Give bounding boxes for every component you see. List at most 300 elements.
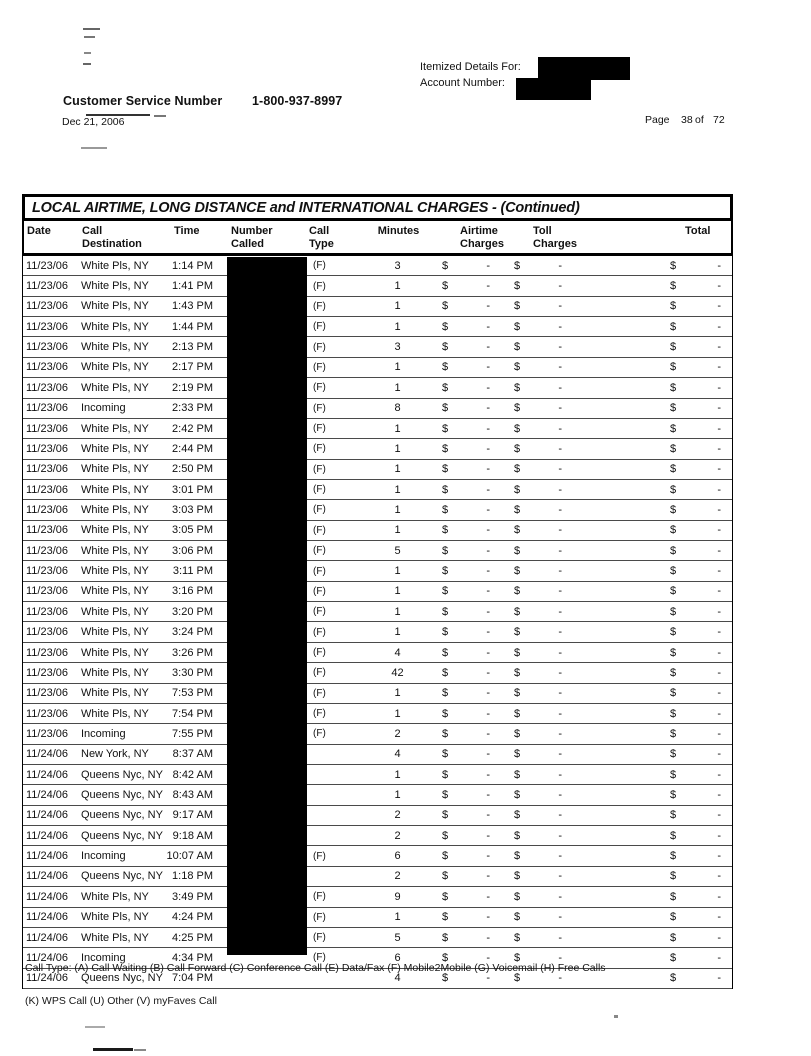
- cell-toll-charges: $ -: [514, 890, 562, 903]
- cell-call-type: (F): [313, 728, 326, 740]
- cell-minutes: 1: [394, 687, 401, 700]
- cell-airtime-charges: $ -: [442, 585, 490, 598]
- cell-call-type: (F): [313, 585, 326, 597]
- cell-minutes: 2: [394, 727, 401, 740]
- cell-time: 8:42 AM: [172, 768, 213, 781]
- cell-total: $ -: [670, 870, 721, 883]
- cell-airtime-charges: $ -: [442, 870, 490, 883]
- cell-airtime-charges: $ -: [442, 544, 490, 557]
- cell-total: $ -: [670, 341, 721, 354]
- table-row: [23, 765, 732, 785]
- cell-total: $ -: [670, 442, 721, 455]
- cell-call-type: (F): [313, 280, 326, 292]
- table-row: [23, 806, 732, 826]
- cell-call-type: (F): [313, 911, 326, 923]
- cell-total: $ -: [670, 463, 721, 476]
- cell-time: 3:16 PM: [172, 585, 213, 598]
- table-row: [23, 541, 732, 561]
- table-row: [23, 908, 732, 928]
- cell-total: $ -: [670, 972, 721, 985]
- table-row: [23, 480, 732, 500]
- table-row: [23, 887, 732, 907]
- cell-airtime-charges: $ -: [442, 503, 490, 516]
- table-row: [23, 663, 732, 683]
- cell-destination: Queens Nyc, NY: [81, 768, 163, 781]
- scan-artifact: [134, 1049, 146, 1051]
- cell-total: $ -: [670, 300, 721, 313]
- cell-minutes: 1: [394, 503, 401, 516]
- cell-minutes: 3: [394, 341, 401, 354]
- cell-airtime-charges: $ -: [442, 259, 490, 272]
- table-row: [23, 297, 732, 317]
- cell-total: $ -: [670, 829, 721, 842]
- scan-artifact: [85, 1026, 105, 1028]
- cell-date: 11/24/06: [26, 850, 69, 863]
- cell-total: $ -: [670, 911, 721, 924]
- cell-destination: Queens Nyc, NY: [81, 789, 163, 802]
- cell-minutes: 5: [394, 544, 401, 557]
- cell-toll-charges: $ -: [514, 524, 562, 537]
- cell-airtime-charges: $ -: [442, 341, 490, 354]
- cell-total: $ -: [670, 666, 721, 679]
- cell-toll-charges: $ -: [514, 544, 562, 557]
- cell-total: $ -: [670, 320, 721, 333]
- cell-date: 11/23/06: [26, 402, 69, 415]
- cell-date: 11/24/06: [26, 911, 69, 924]
- cell-minutes: 1: [394, 585, 401, 598]
- cell-time: 7:54 PM: [172, 707, 213, 720]
- cell-destination: White Pls, NY: [81, 707, 149, 720]
- cell-date: 11/23/06: [26, 341, 69, 354]
- cell-minutes: 2: [394, 870, 401, 883]
- cell-time: 1:41 PM: [172, 280, 213, 293]
- table-body: [22, 256, 733, 989]
- cell-date: 11/23/06: [26, 422, 69, 435]
- cell-time: 3:11 PM: [172, 565, 213, 578]
- cell-airtime-charges: $ -: [442, 768, 490, 781]
- cell-date: 11/23/06: [26, 300, 69, 313]
- cell-call-type: (F): [313, 321, 326, 333]
- table-row: [23, 337, 732, 357]
- cell-time: 7:04 PM: [172, 972, 213, 985]
- cell-minutes: 1: [394, 463, 401, 476]
- page-indicator: [645, 114, 735, 128]
- cell-total: $ -: [670, 931, 721, 944]
- cell-airtime-charges: $ -: [442, 707, 490, 720]
- cell-toll-charges: $ -: [514, 259, 562, 272]
- cell-airtime-charges: $ -: [442, 890, 490, 903]
- cell-time: 10:07 AM: [166, 850, 213, 863]
- cell-destination: White Pls, NY: [81, 463, 149, 476]
- call-type-legend-line2: (K) WPS Call (U) Other (V) myFaves Call: [25, 995, 217, 1007]
- cell-toll-charges: $ -: [514, 748, 562, 761]
- cell-toll-charges: $ -: [514, 646, 562, 659]
- cell-call-type: (F): [313, 484, 326, 496]
- cell-total: $ -: [670, 280, 721, 293]
- cell-minutes: 6: [394, 850, 401, 863]
- cell-date: 11/23/06: [26, 687, 69, 700]
- cell-call-type: (F): [313, 260, 326, 272]
- cell-call-type: (F): [313, 423, 326, 435]
- cell-airtime-charges: $ -: [442, 300, 490, 313]
- cell-total: $ -: [670, 951, 721, 964]
- cell-destination: Incoming: [81, 951, 126, 964]
- cell-toll-charges: $ -: [514, 727, 562, 740]
- cell-minutes: 1: [394, 707, 401, 720]
- cell-call-type: (F): [313, 687, 326, 699]
- cell-minutes: 1: [394, 789, 401, 802]
- itemized-details-label: Itemized Details For:: [420, 61, 521, 73]
- cell-destination: Queens Nyc, NY: [81, 870, 163, 883]
- cell-call-type: (F): [313, 382, 326, 394]
- cell-toll-charges: $ -: [514, 442, 562, 455]
- col-header-spacer: [572, 221, 657, 253]
- cell-airtime-charges: $ -: [442, 361, 490, 374]
- cell-call-type: (F): [313, 402, 326, 414]
- cell-airtime-charges: $ -: [442, 422, 490, 435]
- cell-call-type: (F): [313, 932, 326, 944]
- cell-airtime-charges: $ -: [442, 972, 490, 985]
- cell-toll-charges: $ -: [514, 951, 562, 964]
- cell-toll-charges: $ -: [514, 972, 562, 985]
- scan-artifact: [83, 28, 100, 30]
- table-row: [23, 724, 732, 744]
- cell-minutes: 1: [394, 565, 401, 578]
- cell-time: 3:30 PM: [172, 666, 213, 679]
- cell-call-type: (F): [313, 606, 326, 618]
- cell-time: 3:05 PM: [172, 524, 213, 537]
- cell-total: $ -: [670, 361, 721, 374]
- table-row: [23, 704, 732, 724]
- cell-date: 11/24/06: [26, 768, 69, 781]
- cell-date: 11/23/06: [26, 503, 69, 516]
- cell-date: 11/24/06: [26, 870, 69, 883]
- col-header-time: Time: [174, 225, 200, 237]
- cell-date: 11/24/06: [26, 829, 69, 842]
- cell-time: 2:50 PM: [172, 463, 213, 476]
- redacted-subscriber-name: [538, 57, 630, 80]
- cell-destination: White Pls, NY: [81, 687, 149, 700]
- col-header-date: Date: [27, 225, 51, 237]
- cell-toll-charges: $ -: [514, 626, 562, 639]
- cell-call-type: (F): [313, 708, 326, 720]
- cell-date: 11/23/06: [26, 585, 69, 598]
- table-row: [23, 317, 732, 337]
- cell-minutes: 1: [394, 381, 401, 394]
- cell-airtime-charges: $ -: [442, 320, 490, 333]
- cell-time: 7:53 PM: [172, 687, 213, 700]
- cell-date: 11/23/06: [26, 320, 69, 333]
- cell-total: $ -: [670, 483, 721, 496]
- cell-date: 11/23/06: [26, 483, 69, 496]
- cell-airtime-charges: $ -: [442, 565, 490, 578]
- cell-minutes: 4: [394, 748, 401, 761]
- cell-call-type: (F): [313, 300, 326, 312]
- cell-minutes: 1: [394, 626, 401, 639]
- cell-minutes: 3: [394, 259, 401, 272]
- cell-toll-charges: $ -: [514, 829, 562, 842]
- cell-date: 11/24/06: [26, 748, 69, 761]
- cell-minutes: 2: [394, 829, 401, 842]
- cell-airtime-charges: $ -: [442, 687, 490, 700]
- cell-call-type: (F): [313, 565, 326, 577]
- cell-destination: White Pls, NY: [81, 483, 149, 496]
- cell-minutes: 1: [394, 422, 401, 435]
- cell-toll-charges: $ -: [514, 503, 562, 516]
- customer-service-label: Customer Service Number: [63, 94, 223, 108]
- page-current: 38: [681, 114, 693, 126]
- cell-date: 11/23/06: [26, 280, 69, 293]
- cell-total: $ -: [670, 585, 721, 598]
- cell-time: 8:43 AM: [172, 789, 213, 802]
- table-row: [23, 276, 732, 296]
- table-row: [23, 439, 732, 459]
- cell-call-type: (F): [313, 524, 326, 536]
- scan-artifact: [81, 147, 107, 149]
- cell-airtime-charges: $ -: [442, 483, 490, 496]
- cell-date: 11/23/06: [26, 626, 69, 639]
- cell-destination: White Pls, NY: [81, 341, 149, 354]
- cell-airtime-charges: $ -: [442, 931, 490, 944]
- scan-artifact: [614, 1015, 618, 1018]
- cell-time: 3:26 PM: [172, 646, 213, 659]
- cell-date: 11/23/06: [26, 259, 69, 272]
- cell-minutes: 1: [394, 442, 401, 455]
- cell-toll-charges: $ -: [514, 381, 562, 394]
- table-title: LOCAL AIRTIME, LONG DISTANCE and INTERNATIONAL CHARGES - (Continued): [22, 194, 733, 221]
- cell-destination: White Pls, NY: [81, 605, 149, 618]
- cell-total: $ -: [670, 605, 721, 618]
- cell-destination: Incoming: [81, 727, 126, 740]
- cell-destination: Incoming: [81, 402, 126, 415]
- cell-toll-charges: $ -: [514, 565, 562, 578]
- cell-time: 2:44 PM: [172, 442, 213, 455]
- cell-destination: White Pls, NY: [81, 381, 149, 394]
- cell-toll-charges: $ -: [514, 768, 562, 781]
- cell-toll-charges: $ -: [514, 361, 562, 374]
- cell-total: $ -: [670, 748, 721, 761]
- cell-destination: White Pls, NY: [81, 503, 149, 516]
- cell-total: $ -: [670, 565, 721, 578]
- cell-minutes: 1: [394, 911, 401, 924]
- cell-destination: Incoming: [81, 850, 126, 863]
- table-row: [23, 358, 732, 378]
- table-row: [23, 846, 732, 866]
- charges-table: [22, 194, 733, 989]
- cell-destination: White Pls, NY: [81, 585, 149, 598]
- col-header-minutes: Minutes: [377, 225, 420, 237]
- cell-time: 2:33 PM: [172, 402, 213, 415]
- cell-minutes: 4: [394, 646, 401, 659]
- page-label: Page: [645, 114, 670, 126]
- table-row: [23, 460, 732, 480]
- cell-destination: White Pls, NY: [81, 361, 149, 374]
- cell-destination: Queens Nyc, NY: [81, 972, 163, 985]
- cell-minutes: 1: [394, 300, 401, 313]
- cell-total: $ -: [670, 381, 721, 394]
- cell-time: 3:20 PM: [172, 605, 213, 618]
- cell-destination: White Pls, NY: [81, 890, 149, 903]
- cell-date: 11/23/06: [26, 544, 69, 557]
- cell-airtime-charges: $ -: [442, 850, 490, 863]
- table-row: [23, 643, 732, 663]
- cell-destination: White Pls, NY: [81, 300, 149, 313]
- cell-airtime-charges: $ -: [442, 809, 490, 822]
- cell-time: 3:06 PM: [172, 544, 213, 557]
- cell-airtime-charges: $ -: [442, 402, 490, 415]
- cell-total: $ -: [670, 727, 721, 740]
- table-row: [23, 622, 732, 642]
- cell-call-type: (F): [313, 891, 326, 903]
- cell-destination: White Pls, NY: [81, 646, 149, 659]
- account-number-label: Account Number:: [420, 77, 505, 89]
- cell-airtime-charges: $ -: [442, 442, 490, 455]
- cell-date: 11/23/06: [26, 605, 69, 618]
- redacted-numbers-column: [227, 257, 307, 955]
- cell-destination: Queens Nyc, NY: [81, 809, 163, 822]
- cell-airtime-charges: $ -: [442, 951, 490, 964]
- cell-minutes: 1: [394, 361, 401, 374]
- cell-time: 9:18 AM: [172, 829, 213, 842]
- table-row: [23, 378, 732, 398]
- cell-airtime-charges: $ -: [442, 524, 490, 537]
- cell-total: $ -: [670, 422, 721, 435]
- cell-minutes: 1: [394, 280, 401, 293]
- cell-total: $ -: [670, 789, 721, 802]
- cell-total: $ -: [670, 707, 721, 720]
- scan-artifact: [84, 52, 91, 54]
- table-row: [23, 521, 732, 541]
- cell-minutes: 9: [394, 890, 401, 903]
- cell-date: 11/23/06: [26, 707, 69, 720]
- cell-toll-charges: $ -: [514, 422, 562, 435]
- cell-airtime-charges: $ -: [442, 381, 490, 394]
- table-row: [23, 826, 732, 846]
- cell-time: 3:03 PM: [172, 503, 213, 516]
- cell-minutes: 42: [391, 666, 404, 679]
- table-row: [23, 684, 732, 704]
- cell-total: $ -: [670, 524, 721, 537]
- cell-call-type: (F): [313, 545, 326, 557]
- table-row: [23, 419, 732, 439]
- table-row: [23, 582, 732, 602]
- cell-toll-charges: $ -: [514, 280, 562, 293]
- cell-destination: White Pls, NY: [81, 931, 149, 944]
- cell-toll-charges: $ -: [514, 483, 562, 496]
- cell-total: $ -: [670, 890, 721, 903]
- cell-call-type: (F): [313, 341, 326, 353]
- col-header-number-called: Number Called: [231, 225, 273, 251]
- cell-time: 7:55 PM: [172, 727, 213, 740]
- cell-airtime-charges: $ -: [442, 789, 490, 802]
- col-header-toll-charges: Toll Charges: [533, 225, 578, 251]
- cell-date: 11/24/06: [26, 890, 69, 903]
- cell-minutes: 6: [394, 951, 401, 964]
- cell-destination: White Pls, NY: [81, 422, 149, 435]
- cell-time: 3:01 PM: [172, 483, 213, 496]
- page-of-label: of: [695, 114, 704, 126]
- cell-date: 11/23/06: [26, 381, 69, 394]
- cell-time: 4:25 PM: [172, 931, 213, 944]
- cell-time: 4:34 PM: [172, 951, 213, 964]
- cell-time: 1:43 PM: [172, 300, 213, 313]
- cell-total: $ -: [670, 646, 721, 659]
- cell-toll-charges: $ -: [514, 666, 562, 679]
- cell-toll-charges: $ -: [514, 320, 562, 333]
- cell-destination: White Pls, NY: [81, 524, 149, 537]
- cell-toll-charges: $ -: [514, 911, 562, 924]
- col-header-call-type: Call Type: [309, 225, 334, 251]
- customer-service-number: 1-800-937-8997: [252, 94, 343, 108]
- cell-time: 1:14 PM: [172, 259, 213, 272]
- cell-minutes: 8: [394, 402, 401, 415]
- cell-time: 3:49 PM: [172, 890, 213, 903]
- cell-toll-charges: $ -: [514, 402, 562, 415]
- cell-call-type: (F): [313, 443, 326, 455]
- table-row: [23, 561, 732, 581]
- cell-minutes: 4: [394, 972, 401, 985]
- cell-minutes: 1: [394, 768, 401, 781]
- cell-minutes: 1: [394, 605, 401, 618]
- cell-minutes: 1: [394, 524, 401, 537]
- cell-destination: Queens Nyc, NY: [81, 829, 163, 842]
- table-row: [23, 867, 732, 887]
- table-row: [23, 399, 732, 419]
- redacted-account-number: [516, 78, 591, 100]
- cell-call-type: (F): [313, 952, 326, 964]
- cell-toll-charges: $ -: [514, 870, 562, 883]
- cell-toll-charges: $ -: [514, 687, 562, 700]
- table-row: [23, 500, 732, 520]
- cell-minutes: 2: [394, 809, 401, 822]
- cell-destination: White Pls, NY: [81, 911, 149, 924]
- cell-destination: White Pls, NY: [81, 442, 149, 455]
- cell-call-type: (F): [313, 647, 326, 658]
- cell-call-type: (F): [313, 626, 326, 638]
- cell-total: $ -: [670, 768, 721, 781]
- cell-minutes: 5: [394, 931, 401, 944]
- cell-toll-charges: $ -: [514, 605, 562, 618]
- cell-call-type: (F): [313, 850, 326, 862]
- cell-date: 11/24/06: [26, 809, 69, 822]
- scan-artifact: [83, 63, 91, 65]
- cell-toll-charges: $ -: [514, 707, 562, 720]
- cell-toll-charges: $ -: [514, 341, 562, 354]
- cell-total: $ -: [670, 259, 721, 272]
- cell-time: 2:13 PM: [172, 341, 213, 354]
- statement-date: Dec 21, 2006: [62, 116, 125, 128]
- cell-total: $ -: [670, 850, 721, 863]
- cell-minutes: 1: [394, 320, 401, 333]
- cell-date: 11/24/06: [26, 789, 69, 802]
- table-row: [23, 928, 732, 948]
- col-header-total: Total: [685, 225, 711, 237]
- cell-call-type: (F): [313, 361, 326, 373]
- cell-toll-charges: $ -: [514, 931, 562, 944]
- cell-date: 11/24/06: [26, 931, 69, 944]
- cell-destination: White Pls, NY: [81, 666, 149, 679]
- scan-artifact: [93, 1048, 133, 1051]
- cell-toll-charges: $ -: [514, 789, 562, 802]
- cell-time: 2:17 PM: [172, 361, 213, 374]
- scan-artifact: [154, 115, 166, 117]
- cell-destination: White Pls, NY: [81, 259, 149, 272]
- cell-time: 2:19 PM: [172, 381, 213, 394]
- cell-total: $ -: [670, 544, 721, 557]
- table-row: [23, 745, 732, 765]
- cell-time: 1:44 PM: [172, 320, 213, 333]
- cell-airtime-charges: $ -: [442, 280, 490, 293]
